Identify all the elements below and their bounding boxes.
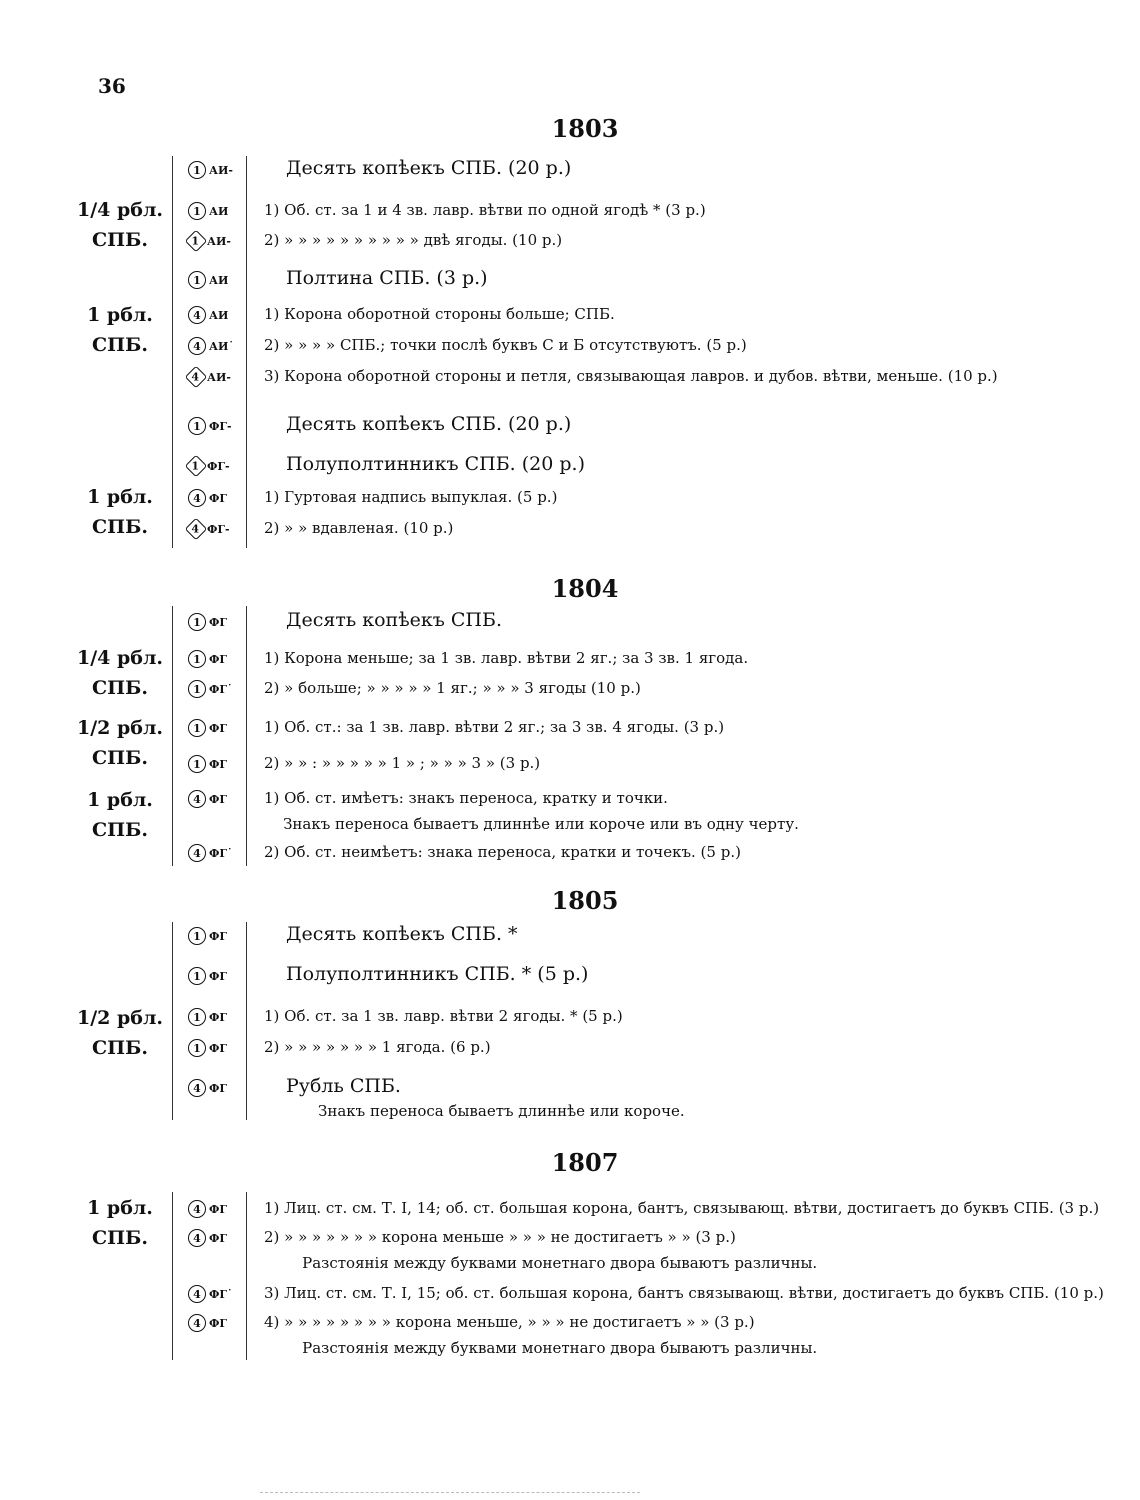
rarity-mark xyxy=(188,519,230,537)
circle-rarity-icon: 4 xyxy=(188,1314,206,1332)
mint-master-initials: ФГ- xyxy=(207,522,230,536)
variety-description: 3) Корона оборотной стороны и петля, связывающая лавров. и дубов. вѣтви, меньше. (10 р.) xyxy=(264,367,998,385)
circle-rarity-icon: 1 xyxy=(188,967,206,985)
variety-description: Разстоянія между буквами монетнаго двора бываютъ различны. xyxy=(264,1339,818,1357)
circle-rarity-icon: 1 xyxy=(188,161,206,179)
rarity-mark xyxy=(188,1078,227,1097)
coin-type-title: Десять копѣекъ СПБ. (20 р.) xyxy=(286,157,572,179)
rarity-mark xyxy=(188,1038,227,1057)
denomination-value: 1 рбл. xyxy=(87,1197,153,1219)
variety-description: 1) Гуртовая надпись выпуклая. (5 р.) xyxy=(264,488,558,506)
mint-master-initials: АИ xyxy=(209,308,229,322)
rarity-mark xyxy=(188,754,227,773)
variety-description: 2) » » » » » » » » » » двѣ ягоды. (10 р.) xyxy=(264,231,563,249)
mint-master-initials: АИ˙ xyxy=(209,339,234,353)
mark-column-rule xyxy=(172,1192,173,1360)
year-heading: 1807 xyxy=(551,1148,619,1177)
denomination-mint: СПБ. xyxy=(92,819,148,841)
text-column-rule xyxy=(246,1192,247,1360)
denomination-value: 1/4 рбл. xyxy=(77,647,163,669)
denomination-value: 1 рбл. xyxy=(87,304,153,326)
mint-master-initials: ФГ xyxy=(209,969,228,983)
mint-master-initials: ФГ xyxy=(209,792,228,806)
mint-master-initials: АИ- xyxy=(207,234,231,248)
variety-description: 4) » » » » » » » » корона меньше, » » » не достигаетъ » » (3 р.) xyxy=(264,1313,755,1331)
diamond-rarity-icon: 4 xyxy=(185,518,208,541)
variety-description: Разстоянія между буквами монетнаго двора бываютъ различны. xyxy=(264,1254,818,1272)
mint-master-initials: ФГ xyxy=(209,1316,228,1330)
rarity-mark xyxy=(188,1228,227,1247)
circle-rarity-icon: 1 xyxy=(188,1008,206,1026)
mint-master-initials: АИ xyxy=(209,204,229,218)
circle-rarity-icon: 4 xyxy=(188,1229,206,1247)
denomination-label xyxy=(70,785,170,845)
mint-master-initials: ФГ˙ xyxy=(209,846,233,860)
mint-master-initials: ФГ xyxy=(209,1010,228,1024)
circle-rarity-icon: 4 xyxy=(188,790,206,808)
mint-master-initials: ФГ xyxy=(209,721,228,735)
year-heading: 1805 xyxy=(551,886,619,915)
variety-description: 1) Корона оборотной стороны больше; СПБ. xyxy=(264,305,615,323)
mint-master-initials: ФГ˙ xyxy=(209,682,233,696)
denomination-value: 1 рбл. xyxy=(87,486,153,508)
coin-type-title: Десять копѣекъ СПБ. xyxy=(286,609,503,631)
rarity-mark xyxy=(188,718,227,737)
mint-master-initials: АИ- xyxy=(207,370,231,384)
rarity-mark xyxy=(188,160,233,179)
rarity-mark xyxy=(188,336,234,355)
variety-description: 1) Об. ст.: за 1 зв. лавр. вѣтви 2 яг.; за 3 зв. 4 ягоды. (3 р.) xyxy=(264,718,725,736)
circle-rarity-icon: 4 xyxy=(188,306,206,324)
coin-type-title: Полуполтинникъ СПБ. * (5 р.) xyxy=(286,963,589,985)
rarity-mark xyxy=(188,1313,227,1332)
mint-master-initials: ФГ˙ xyxy=(209,1287,233,1301)
variety-description: 1) Об. ст. имѣетъ: знакъ переноса, кратку и точки. xyxy=(264,789,668,807)
rarity-mark xyxy=(188,456,230,474)
mint-master-initials: ФГ xyxy=(209,1081,228,1095)
rarity-mark xyxy=(188,926,227,945)
denomination-mint: СПБ. xyxy=(92,677,148,699)
circle-rarity-icon: 1 xyxy=(188,417,206,435)
mint-master-initials: ФГ xyxy=(209,929,228,943)
variety-description: 1) Корона меньше; за 1 зв. лавр. вѣтви 2 яг.; за 3 зв. 1 ягода. xyxy=(264,649,749,667)
diamond-rarity-icon: 1 xyxy=(185,230,208,253)
denomination-label xyxy=(70,643,170,703)
denomination-value: 1/2 рбл. xyxy=(77,1007,163,1029)
mint-master-initials: ФГ xyxy=(209,615,228,629)
mint-master-initials: ФГ xyxy=(209,1202,228,1216)
coin-type-title: Полуполтинникъ СПБ. (20 р.) xyxy=(286,453,585,475)
mint-master-initials: АИ xyxy=(209,273,229,287)
text-column-rule xyxy=(246,156,247,548)
rarity-mark xyxy=(188,231,231,249)
variety-description: 1) Лиц. ст. см. Т. I, 14; об. ст. большая корона, бантъ, связывающ. вѣтви, достигаетъ до буквъ СПБ. (3 р.) xyxy=(264,1199,1100,1217)
circle-rarity-icon: 4 xyxy=(188,337,206,355)
year-heading: 1803 xyxy=(551,114,619,143)
rarity-mark xyxy=(188,789,227,808)
denomination-mint: СПБ. xyxy=(92,334,148,356)
variety-description: 2) Об. ст. неимѣетъ: знака переноса, кратки и точекъ. (5 р.) xyxy=(264,843,741,861)
variety-description: 1) Об. ст. за 1 и 4 зв. лавр. вѣтви по одной ягодѣ * (3 р.) xyxy=(264,201,706,219)
rarity-mark xyxy=(188,305,228,324)
circle-rarity-icon: 1 xyxy=(188,680,206,698)
circle-rarity-icon: 1 xyxy=(188,271,206,289)
coin-type-title: Полтина СПБ. (3 р.) xyxy=(286,267,488,289)
denomination-label xyxy=(70,1193,170,1253)
circle-rarity-icon: 1 xyxy=(188,1039,206,1057)
circle-rarity-icon: 1 xyxy=(188,755,206,773)
rarity-mark xyxy=(188,966,227,985)
text-column-rule xyxy=(246,922,247,1120)
circle-rarity-icon: 1 xyxy=(188,613,206,631)
text-column-rule xyxy=(246,606,247,866)
variety-note: Знакъ переноса бываетъ длиннѣе или короче. xyxy=(318,1102,685,1120)
denomination-label xyxy=(70,195,170,255)
mint-master-initials: ФГ- xyxy=(207,459,230,473)
diamond-rarity-icon: 1 xyxy=(185,455,208,478)
denomination-mint: СПБ. xyxy=(92,229,148,251)
circle-rarity-icon: 1 xyxy=(188,650,206,668)
rarity-mark xyxy=(188,416,232,435)
mint-master-initials: АИ- xyxy=(209,163,233,177)
rarity-mark xyxy=(188,1199,227,1218)
circle-rarity-icon: 1 xyxy=(188,927,206,945)
denomination-mint: СПБ. xyxy=(92,516,148,538)
circle-rarity-icon: 4 xyxy=(188,489,206,507)
variety-description: 2) » » вдавленая. (10 р.) xyxy=(264,519,454,537)
year-heading: 1804 xyxy=(551,574,619,603)
mark-column-rule xyxy=(172,156,173,548)
variety-description: 2) » » » » » » » 1 ягода. (6 р.) xyxy=(264,1038,491,1056)
denomination-mint: СПБ. xyxy=(92,747,148,769)
variety-description: 2) » » : » » » » » 1 » ; » » » 3 » (3 р.) xyxy=(264,754,541,772)
mint-master-initials: ФГ xyxy=(209,757,228,771)
coin-type-title: Рубль СПБ. xyxy=(286,1075,401,1097)
rarity-mark xyxy=(188,201,228,220)
diamond-rarity-icon: 4 xyxy=(185,366,208,389)
mark-column-rule xyxy=(172,922,173,1120)
denomination-label xyxy=(70,1003,170,1063)
denomination-mint: СПБ. xyxy=(92,1227,148,1249)
circle-rarity-icon: 4 xyxy=(188,844,206,862)
variety-description: 2) » » » » СПБ.; точки послѣ буквъ С и Б отсутствуютъ. (5 р.) xyxy=(264,336,747,354)
denomination-label xyxy=(70,713,170,773)
variety-description: 2) » » » » » » » корона меньше » » » не достигаетъ » » (3 р.) xyxy=(264,1228,736,1246)
rarity-mark xyxy=(188,270,228,289)
variety-description: Знакъ переноса бываетъ длиннѣе или короче или въ одну черту. xyxy=(264,815,799,833)
denomination-value: 1/4 рбл. xyxy=(77,199,163,221)
coin-type-title: Десять копѣекъ СПБ. (20 р.) xyxy=(286,413,572,435)
denomination-mint: СПБ. xyxy=(92,1037,148,1059)
rarity-mark xyxy=(188,488,227,507)
page-number: 36 xyxy=(98,74,126,98)
circle-rarity-icon: 4 xyxy=(188,1079,206,1097)
mint-master-initials: ФГ- xyxy=(209,419,232,433)
variety-description: 3) Лиц. ст. см. Т. I, 15; об. ст. большая корона, бантъ связывающ. вѣтви, достигаетъ до буквъ СПБ. (10 р.) xyxy=(264,1284,1104,1302)
rarity-mark xyxy=(188,1284,233,1303)
denomination-value: 1/2 рбл. xyxy=(77,717,163,739)
circle-rarity-icon: 4 xyxy=(188,1285,206,1303)
denomination-value: 1 рбл. xyxy=(87,789,153,811)
circle-rarity-icon: 1 xyxy=(188,202,206,220)
variety-description: 2) » больше; » » » » » 1 яг.; » » » 3 ягоды (10 р.) xyxy=(264,679,641,697)
rarity-mark xyxy=(188,843,233,862)
variety-description: 1) Об. ст. за 1 зв. лавр. вѣтви 2 ягоды. * (5 р.) xyxy=(264,1007,623,1025)
circle-rarity-icon: 1 xyxy=(188,719,206,737)
denomination-label xyxy=(70,300,170,360)
mark-column-rule xyxy=(172,606,173,866)
rarity-mark xyxy=(188,649,227,668)
mint-master-initials: ФГ xyxy=(209,652,228,666)
rarity-mark xyxy=(188,367,231,385)
circle-rarity-icon: 4 xyxy=(188,1200,206,1218)
mint-master-initials: ФГ xyxy=(209,491,228,505)
rarity-mark xyxy=(188,1007,227,1026)
bottom-stray-marks xyxy=(260,1492,640,1493)
denomination-label xyxy=(70,482,170,542)
mint-master-initials: ФГ xyxy=(209,1231,228,1245)
rarity-mark xyxy=(188,679,233,698)
mint-master-initials: ФГ xyxy=(209,1041,228,1055)
rarity-mark xyxy=(188,612,227,631)
coin-type-title: Десять копѣекъ СПБ. * xyxy=(286,923,518,945)
